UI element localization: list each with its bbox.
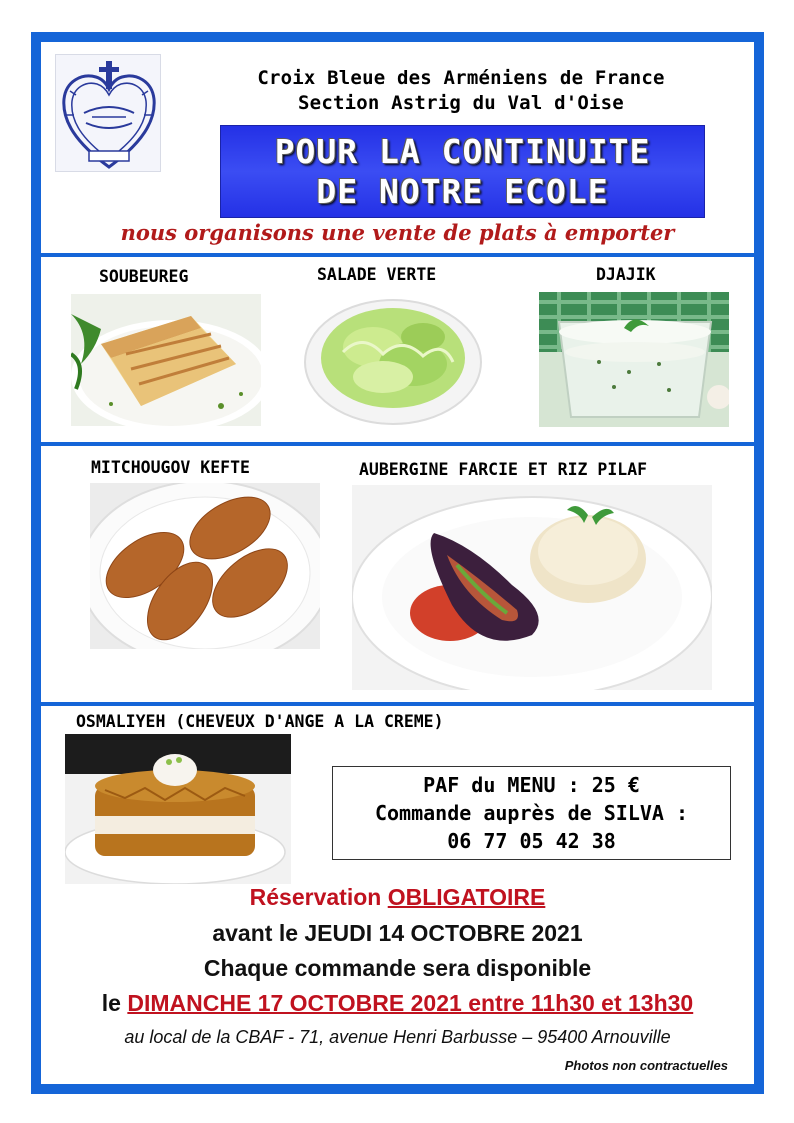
photo-kefte <box>90 483 320 649</box>
obligatoire-label: OBLIGATOIRE <box>387 884 546 910</box>
cross-heart-emblem-icon <box>56 55 162 173</box>
photo-osmaliyeh <box>65 734 291 884</box>
phone-number: 06 77 05 42 38 <box>447 829 616 853</box>
section-divider <box>41 253 754 257</box>
dish-label-aubergine: AUBERGINE FARCIE ET RIZ PILAF <box>359 460 648 479</box>
dish-label-djajik: DJAJIK <box>596 265 656 284</box>
tagline: nous organisons une vente de plats à emporter <box>120 220 675 245</box>
pickup-date: DIMANCHE 17 OCTOBRE 2021 entre 11h30 et 13h30 <box>127 990 694 1016</box>
address: au local de la CBAF - 71, avenue Henri Barbusse – 95400 Arnouville <box>124 1027 671 1047</box>
banner-title-line2: DE NOTRE ECOLE <box>316 172 609 211</box>
photo-djajik <box>539 292 729 427</box>
title-banner <box>220 125 705 218</box>
photo-aubergine <box>352 485 712 690</box>
photo-soubeureg <box>71 294 261 426</box>
availability-line: Chaque commande sera disponible <box>203 955 592 981</box>
pickup-date-line <box>41 990 754 1017</box>
pickup-prefix: le <box>101 990 128 1016</box>
price-box <box>332 766 731 860</box>
section-name: Section Astrig du Val d'Oise <box>298 92 624 114</box>
banner-title-line1: POUR LA CONTINUITE <box>274 132 651 171</box>
association-logo <box>55 54 161 172</box>
dish-label-osmaliyeh: OSMALIYEH (CHEVEUX D'ANGE A LA CREME) <box>76 712 444 731</box>
organisation-name: Croix Bleue des Arméniens de France <box>257 67 665 89</box>
reservation-heading <box>41 884 754 911</box>
deadline-line: avant le JEUDI 14 OCTOBRE 2021 <box>212 920 583 946</box>
dish-label-salade: SALADE VERTE <box>317 265 437 284</box>
dish-label-kefte: MITCHOUGOV KEFTE <box>91 458 250 477</box>
photo-salade <box>303 292 483 427</box>
reservation-word: Réservation <box>249 884 388 910</box>
order-contact: Commande auprès de SILVA : <box>374 801 689 825</box>
photos-disclaimer: Photos non contractuelles <box>564 1058 728 1073</box>
section-divider <box>41 442 754 446</box>
section-divider <box>41 702 754 706</box>
poster-frame <box>31 32 764 1094</box>
menu-price: PAF du MENU : 25 € <box>423 773 640 797</box>
dish-label-soubeureg: SOUBEUREG <box>99 267 189 286</box>
